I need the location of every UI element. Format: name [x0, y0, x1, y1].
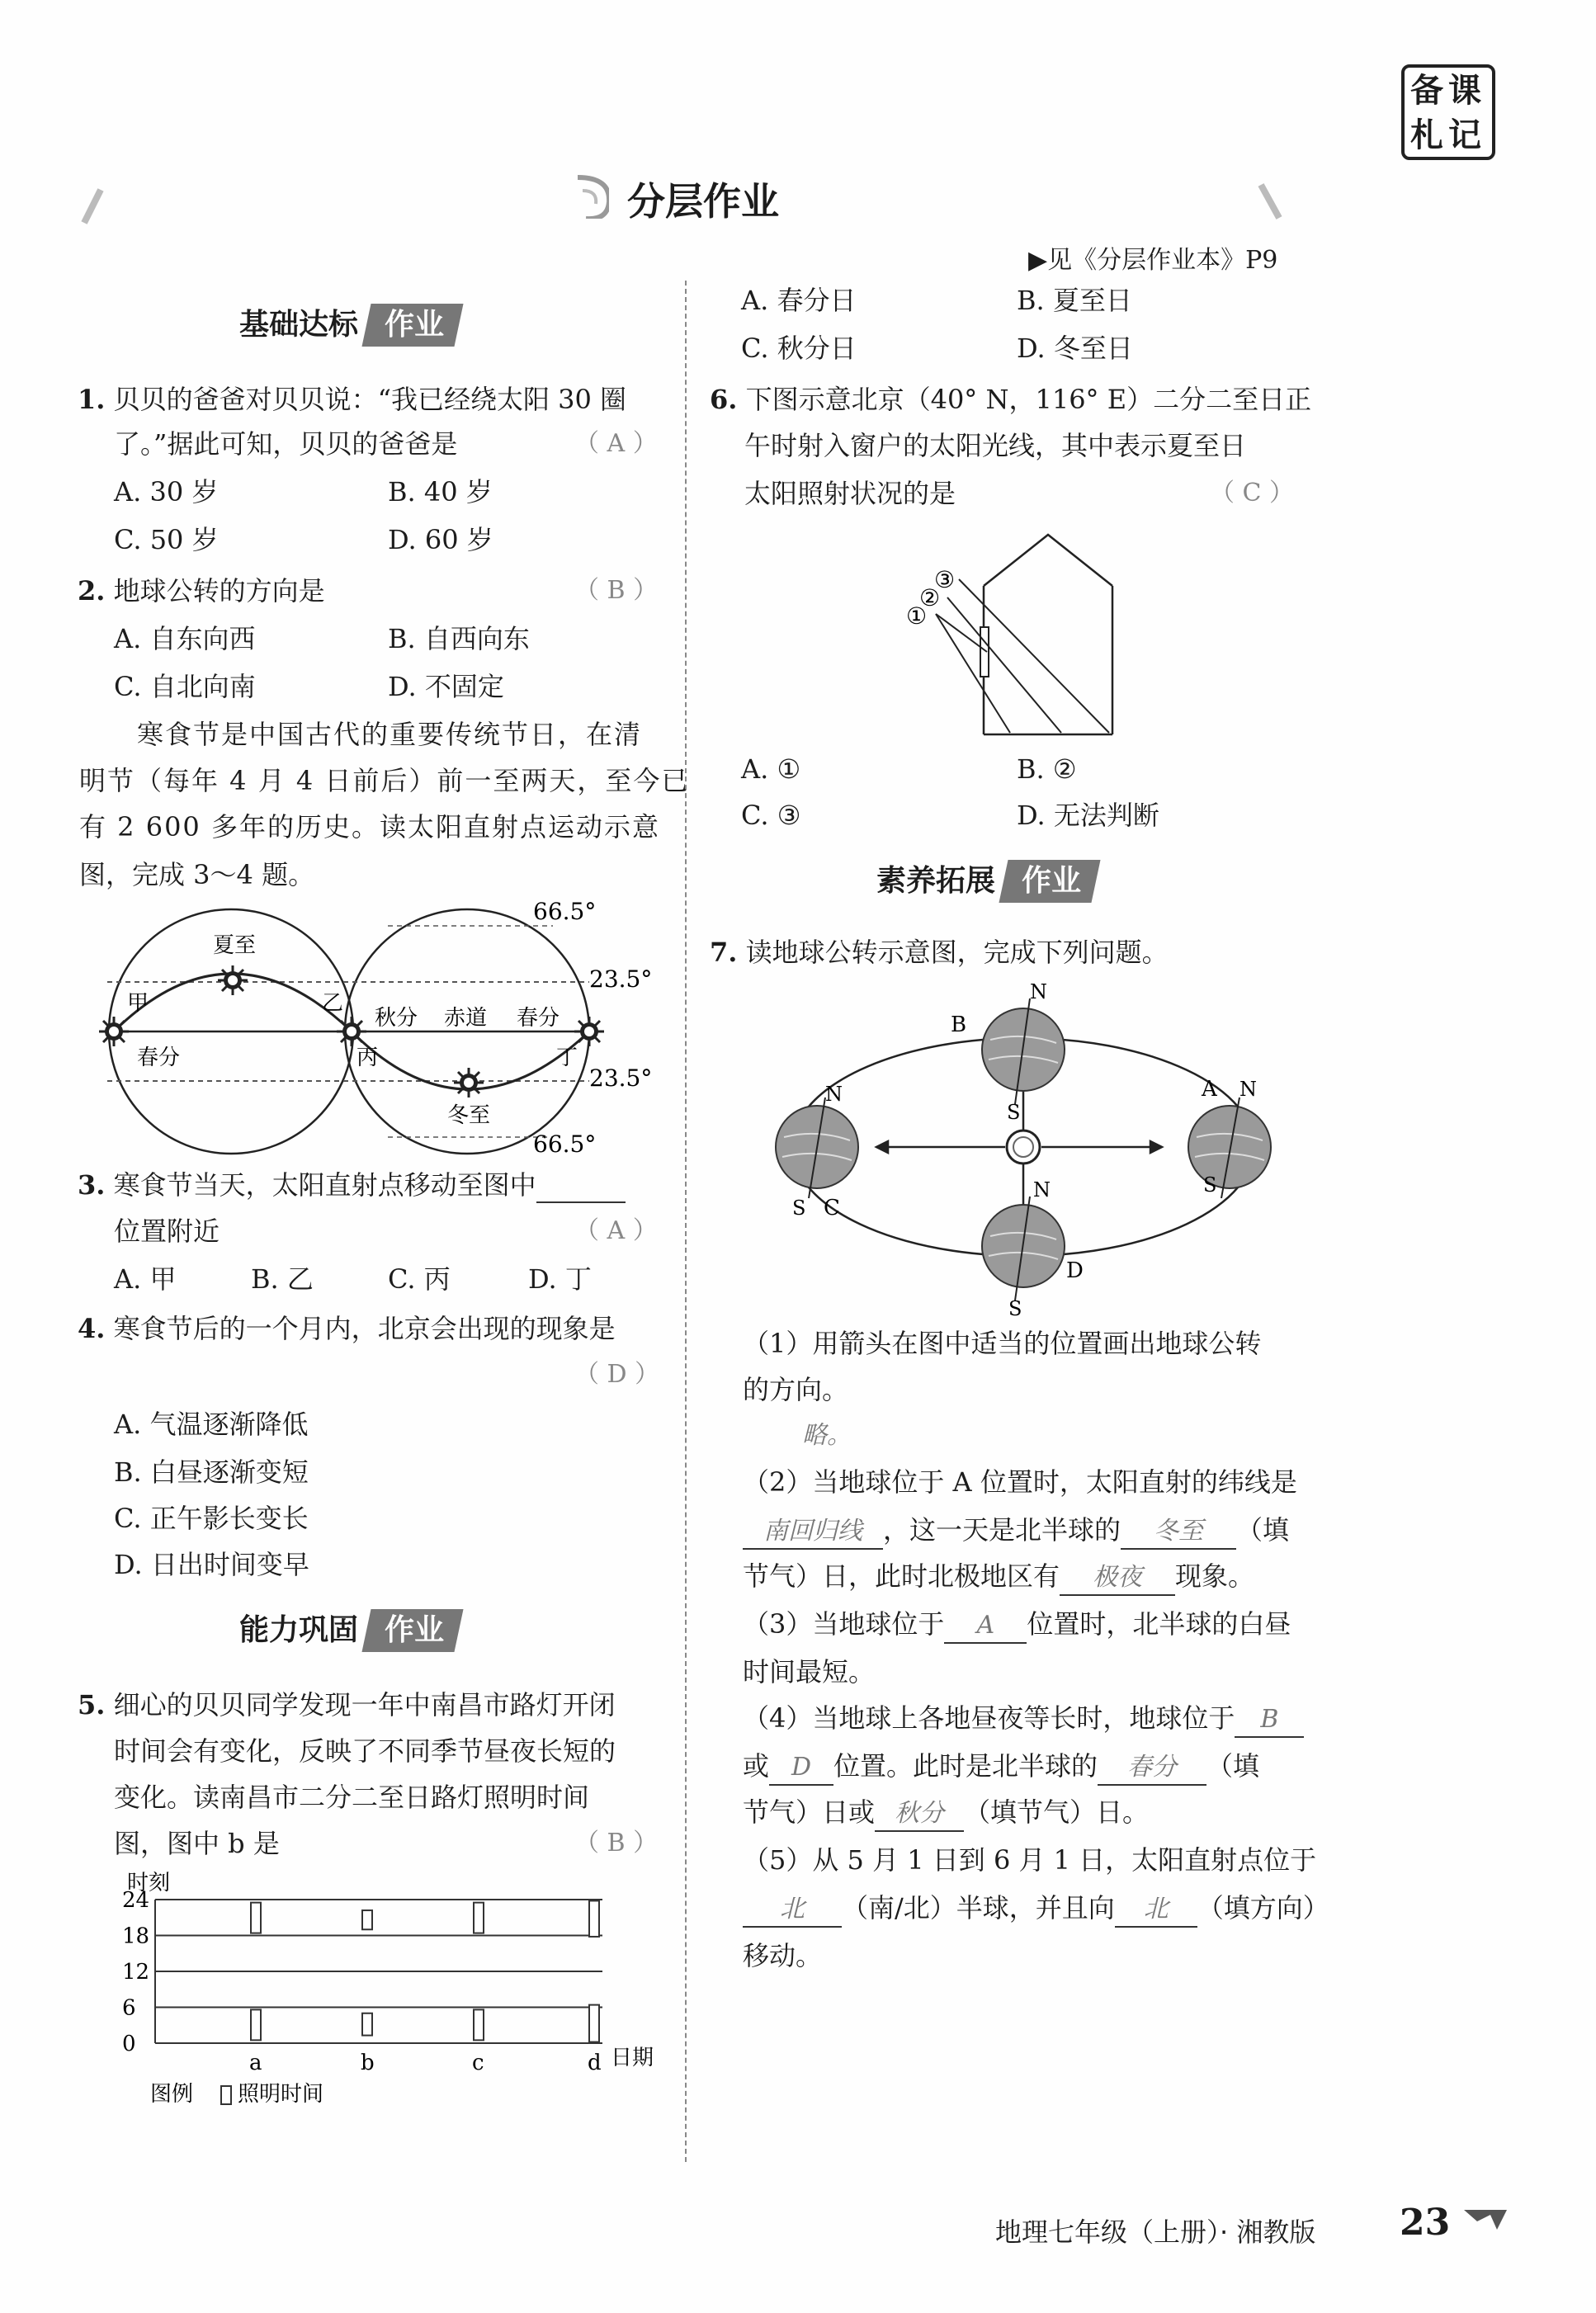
q1-option-c: C. 50 岁: [114, 524, 219, 555]
page-number: 23: [1400, 2202, 1451, 2244]
lat-n235-label: 23.5°: [589, 965, 653, 993]
passage-line2: 明节（每年 4 月 4 日前后）前一至两天，至今已: [79, 765, 690, 796]
q6-number: 6.: [710, 384, 738, 415]
q7-p5-tail: （填方向）: [1197, 1892, 1329, 1924]
page-title: 分层作业: [627, 179, 779, 224]
q7-label-n-b: N: [1030, 980, 1047, 1003]
passage-line3: 有 2 600 多年的历史。读太阳直射点运动示意: [79, 811, 660, 843]
sun-direct-point-diagram: [91, 899, 668, 1164]
autumn-equinox-label: 秋分: [375, 1006, 418, 1031]
q7-p3-blank[interactable]: A: [944, 1609, 1027, 1644]
q5-text-1: 细心的贝贝同学发现一年中南昌市路灯开闭: [113, 1689, 616, 1721]
q4-line: [78, 1312, 616, 1345]
right-option-b: B. 夏至日: [1017, 285, 1132, 316]
winter-solstice-label: 冬至: [447, 1103, 491, 1128]
passage-line1: 寒食节是中国古代的重要传统节日，在清: [137, 719, 643, 750]
q7-p2-tail: （填: [1236, 1514, 1290, 1546]
q7-p2-blank2[interactable]: 冬至: [1121, 1515, 1236, 1550]
q2-option-a: A. 自东向西: [114, 623, 256, 654]
equator-label: 赤道: [444, 1006, 488, 1031]
q2-number: 2.: [78, 575, 106, 607]
q7-p4-l3b: （填节气）日。: [964, 1796, 1150, 1828]
q5-text-4: 图，图中 b 是: [114, 1828, 280, 1859]
q7-p3-pre: （3）当地球位于: [743, 1608, 945, 1640]
q3-blank[interactable]: [536, 1168, 626, 1203]
q6-option-b: B. ②: [1017, 753, 1077, 785]
section-extension-name: 素养拓展: [876, 864, 996, 898]
q1-text-2: 了。”据此可知，贝贝的爸爸是: [114, 428, 458, 460]
q1-option-d: D. 60 岁: [388, 524, 493, 555]
q7-p4-pre: （4）当地球上各地昼夜等长时，地球位于: [743, 1702, 1235, 1734]
q1-text-1: 贝贝的爸爸对贝贝说：“我已经绕太阳 30 圈: [113, 384, 627, 415]
chart-legend-item: 照明时间: [238, 2082, 324, 2107]
chart-bar: [251, 1903, 261, 1933]
q4-number: 4.: [78, 1313, 106, 1344]
footer-book-title: 地理七年级（上册）· 湘教版: [995, 2216, 1316, 2248]
section-basic-name: 基础达标: [239, 308, 359, 342]
chart-ytick-label: 18: [122, 1924, 150, 1949]
q2-option-c: C. 自北向南: [114, 671, 256, 702]
q7-p1-line2: 的方向。: [743, 1374, 849, 1405]
q4-answer: （ D ）: [574, 1360, 660, 1389]
section-ability-tag: 作业: [385, 1613, 445, 1647]
stamp-line2: 札记: [1410, 116, 1486, 154]
chart-bar: [474, 1903, 484, 1933]
point-ding-label: 丁: [556, 1046, 578, 1070]
q7-p3-line2: 时间最短。: [743, 1656, 876, 1688]
q7-label-a: A: [1202, 1077, 1217, 1102]
earth-revolution-diagram: [767, 974, 1296, 1320]
header-right-slash-icon: [1254, 182, 1287, 223]
chart-bar: [589, 2005, 599, 2042]
chart-bar: [589, 1900, 599, 1937]
q7-p5-line1: （5）从 5 月 1 日到 6 月 1 日，太阳直射点位于: [743, 1844, 1317, 1876]
q5-line1: [78, 1688, 616, 1721]
q7-p4-blank1[interactable]: B: [1235, 1703, 1304, 1738]
q1-option-b: B. 40 岁: [388, 476, 493, 507]
q3-text-1: 寒食节当天，太阳直射点移动至图中: [113, 1169, 536, 1201]
section-extension-tag: 作业: [1022, 864, 1082, 898]
q3-text-2: 位置附近: [114, 1216, 220, 1247]
q1-number: 1.: [78, 384, 106, 415]
q5-number: 5.: [78, 1689, 106, 1721]
q7-p2-mid: ，这一天是北半球的: [883, 1514, 1121, 1546]
lat-s235-label: 23.5°: [589, 1064, 653, 1092]
q7-label-n-a: N: [1239, 1078, 1257, 1101]
book-reference: ▶见《分层作业本》P9: [1028, 246, 1278, 275]
section-ability: [239, 1609, 459, 1652]
q6-answer: （ C ）: [1210, 479, 1295, 507]
q2-answer: （ B ）: [574, 576, 659, 605]
q7-line: [710, 936, 1169, 969]
point-yi-label: 乙: [322, 991, 344, 1016]
q3-option-b: B. 乙: [251, 1263, 314, 1295]
section-basic: [239, 304, 459, 347]
chart-xtick-label: c: [472, 2051, 484, 2075]
q7-p4-blank2[interactable]: D: [769, 1751, 833, 1786]
spring-equinox-right-label: 春分: [517, 1006, 560, 1031]
right-option-c: C. 秋分日: [741, 333, 857, 364]
q7-p4-l2c: （填: [1206, 1750, 1260, 1782]
q3-answer: （ A ）: [574, 1216, 658, 1245]
q7-label-s-b: S: [1007, 1101, 1021, 1124]
q7-label-s-a: S: [1203, 1173, 1217, 1197]
q2-text: 地球公转的方向是: [113, 575, 325, 607]
q7-p2-line1: （2）当地球位于 A 位置时，太阳直射的纬线是: [743, 1466, 1297, 1498]
q4-option-c: C. 正午影长变长: [114, 1503, 309, 1534]
q7-p3-line1: [743, 1607, 1291, 1644]
q6-line1: [710, 383, 1311, 416]
lat-n665-label: 66.5°: [533, 899, 597, 925]
chart-ytick-label: 6: [122, 1995, 136, 2021]
chart-legend-label: 图例: [150, 2082, 194, 2107]
q3-option-d: D. 丁: [528, 1263, 592, 1295]
chart-bar: [362, 2013, 372, 2036]
q7-label-n-d: N: [1033, 1178, 1051, 1201]
q7-label-c: C: [824, 1196, 840, 1220]
q2-line: [78, 574, 325, 607]
chart-ytick-label: 24: [122, 1888, 150, 1913]
point-bing-label: 丙: [357, 1046, 379, 1070]
q6-text-3: 太阳照射状况的是: [744, 478, 956, 509]
q6-option-c: C. ③: [741, 800, 801, 831]
chart-bar: [251, 2009, 261, 2040]
q7-p2-blank3[interactable]: 极夜: [1060, 1561, 1175, 1596]
q7-p2-line3b: 现象。: [1175, 1560, 1255, 1592]
q7-p4-l2a: 或: [743, 1750, 770, 1782]
q7-p2-blank1[interactable]: 南回归线: [743, 1515, 883, 1550]
earth-a: [1188, 1106, 1271, 1188]
q4-text: 寒食节后的一个月内，北京会出现的现象是: [113, 1313, 616, 1344]
q7-p5-line2: [743, 1891, 1329, 1928]
q7-p5-blank2[interactable]: 北: [1115, 1893, 1197, 1928]
q5-text-2: 时间会有变化，反映了不同季节昼夜长短的: [114, 1735, 616, 1767]
q1-option-a: A. 30 岁: [114, 476, 219, 507]
q7-label-n-c: N: [825, 1083, 843, 1106]
section-ability-name: 能力巩固: [239, 1613, 359, 1647]
section-extension: [876, 860, 1096, 903]
chart-xlabel: 日期: [611, 2046, 654, 2070]
q3-option-a: A. 甲: [114, 1263, 177, 1295]
lat-s665-label: 66.5°: [533, 1131, 597, 1158]
q3-number: 3.: [78, 1169, 106, 1201]
q7-p1-line1: （1）用箭头在图中适当的位置画出地球公转: [743, 1328, 1262, 1359]
q7-p4-blank4[interactable]: 秋分: [875, 1797, 964, 1832]
note-stamp: [1401, 64, 1495, 160]
q4-option-a: A. 气温逐渐降低: [114, 1409, 309, 1440]
q7-number: 7.: [710, 937, 738, 968]
right-option-a: A. 春分日: [741, 285, 857, 316]
q7-p5-line3: 移动。: [743, 1940, 823, 1971]
header-swirl-icon: [569, 169, 609, 219]
q7-text: 读地球公转示意图，完成下列问题。: [745, 937, 1169, 968]
q7-p5-blank1[interactable]: 北: [743, 1893, 842, 1928]
q7-p4-line1: [743, 1702, 1304, 1738]
q4-option-d: D. 日出时间变早: [114, 1549, 309, 1580]
chart-xtick-label: b: [361, 2051, 375, 2075]
chart-ytick-label: 0: [122, 2032, 136, 2056]
q7-p2-line3a: 节气）日，此时北极地区有: [743, 1560, 1060, 1592]
q7-p4-l2b: 位置。此时是北半球的: [833, 1750, 1098, 1782]
q7-p1-answer[interactable]: 略。: [802, 1421, 852, 1450]
q3-option-c: C. 丙: [388, 1263, 451, 1295]
ray-2-label: ②: [919, 584, 941, 611]
chart-bar: [362, 1910, 372, 1929]
q7-label-d: D: [1066, 1258, 1084, 1283]
ray-3-label: ③: [934, 566, 956, 593]
header-left-slash-icon: [76, 186, 109, 228]
chart-ylabel: 时刻: [127, 1871, 171, 1895]
q5-text-3: 变化。读南昌市二分二至日路灯照明时间: [114, 1782, 590, 1813]
q7-label-s-d: S: [1008, 1297, 1022, 1320]
q7-p3-post: 位置时，北半球的白昼: [1027, 1608, 1291, 1640]
right-option-d: D. 冬至日: [1017, 333, 1133, 364]
q6-text-2: 午时射入窗户的太阳光线，其中表示夏至日: [744, 430, 1247, 461]
q7-p4-blank3[interactable]: 春分: [1098, 1751, 1206, 1786]
q7-label-b: B: [951, 1013, 967, 1037]
lamp-time-chart: [116, 1867, 677, 2114]
q7-p5-mid: （南/北）半球，并且向: [842, 1892, 1115, 1924]
q7-p4-l3a: 节气）日或: [743, 1796, 876, 1828]
q7-p4-line3: [743, 1796, 1149, 1832]
q3-line1: [78, 1168, 626, 1203]
section-basic-tag: 作业: [385, 308, 445, 342]
q7-p2-line2: [743, 1513, 1289, 1550]
chart-ytick-label: 12: [122, 1960, 150, 1985]
q7-p4-line2: [743, 1749, 1259, 1786]
point-jia-label: 甲: [127, 991, 149, 1016]
ray-1-label: ①: [906, 602, 928, 630]
window-sunlight-diagram: [900, 528, 1131, 743]
chart-bar: [474, 2009, 484, 2040]
spring-equinox-left-label: 春分: [137, 1046, 181, 1070]
q6-text-1: 下图示意北京（40° N，116° E）二分二至日正: [745, 384, 1312, 415]
chart-legend-swatch: [221, 2086, 231, 2104]
column-divider: [685, 281, 687, 2162]
q5-answer: （ B ）: [574, 1829, 659, 1857]
q7-label-s-c: S: [792, 1197, 806, 1220]
chart-xtick-label: a: [249, 2051, 262, 2075]
footer-arrow-icon: [1461, 2205, 1510, 2238]
q4-option-b: B. 白昼逐渐变短: [114, 1456, 309, 1488]
q7-p2-line3: [743, 1560, 1254, 1596]
summer-solstice-label: 夏至: [213, 933, 257, 958]
q6-option-a: A. ①: [741, 753, 801, 785]
q2-option-b: B. 自西向东: [388, 623, 530, 654]
passage-line4: 图，完成 3～4 题。: [79, 859, 315, 890]
q6-option-d: D. 无法判断: [1017, 800, 1159, 831]
q1-line1: [78, 383, 626, 416]
chart-xtick-label: d: [588, 2051, 602, 2075]
stamp-line1: 备课: [1410, 72, 1486, 110]
q2-option-d: D. 不固定: [388, 671, 504, 702]
q1-answer: （ A ）: [574, 429, 658, 458]
